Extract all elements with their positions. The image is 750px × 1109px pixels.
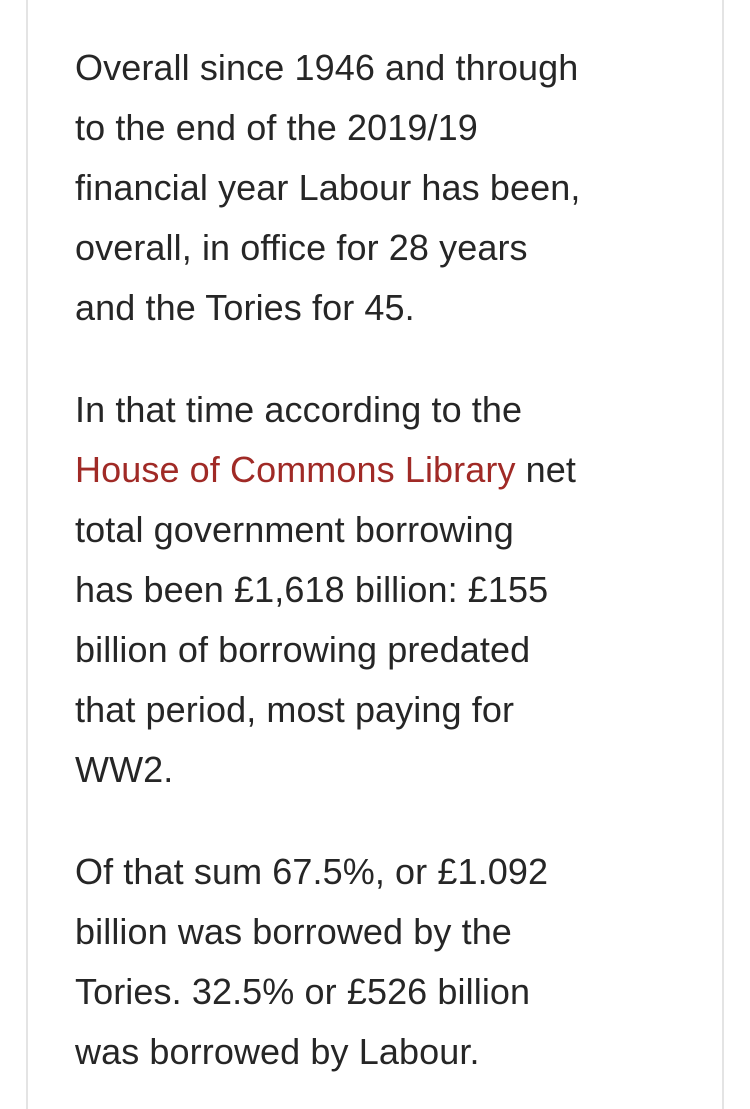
text-line: Tories. 32.5% or £526 billion <box>75 971 531 1012</box>
paragraph-borrowing-total <box>75 380 710 800</box>
right-border-rule <box>722 0 724 1109</box>
text-line: that period, most paying for <box>75 689 515 730</box>
text-line: to the end of the 2019/19 <box>75 107 478 148</box>
text-fragment: net <box>515 449 577 490</box>
text-line: overall, in office for 28 years <box>75 227 528 268</box>
text-line: billion of borrowing predated <box>75 629 531 670</box>
text-line: In that time according to the <box>75 389 523 430</box>
text-line: WW2. <box>75 749 174 790</box>
text-line: was borrowed by Labour. <box>75 1031 480 1072</box>
paragraph-office-years <box>75 0 710 338</box>
text-line-with-link <box>75 440 710 500</box>
text-line: Overall since 1946 and through <box>75 47 579 88</box>
house-of-commons-library-link[interactable]: House of Commons Library <box>75 449 516 490</box>
text-line: total government borrowing <box>75 509 514 550</box>
text-line: and the Tories for 45. <box>75 287 415 328</box>
text-line: has been £1,618 billion: £155 <box>75 569 549 610</box>
paragraph-borrowing-split <box>75 842 710 1082</box>
text-line: Of that sum 67.5%, or £1.092 <box>75 851 549 892</box>
left-border-rule <box>26 0 28 1109</box>
text-line: financial year Labour has been, <box>75 167 581 208</box>
text-line: billion was borrowed by the <box>75 911 512 952</box>
article-body <box>75 0 710 1082</box>
